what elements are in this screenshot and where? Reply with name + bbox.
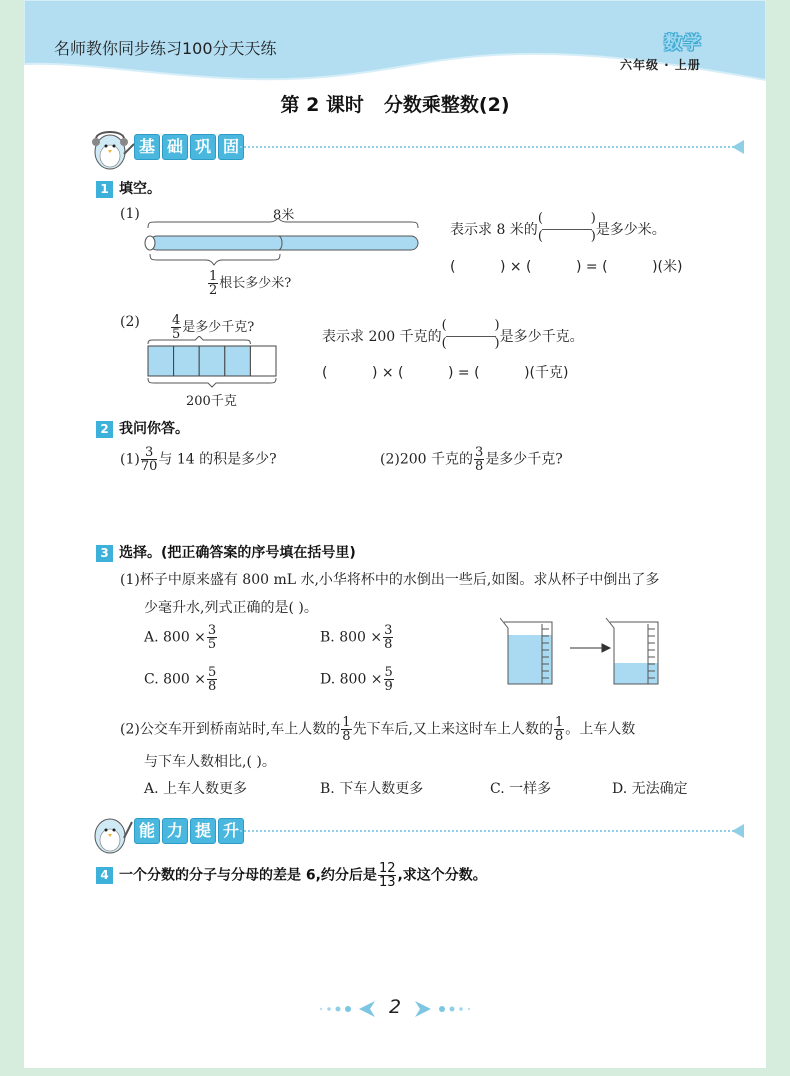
dotted-divider <box>240 830 734 832</box>
pipe-diagram <box>142 218 422 268</box>
q3-part1-option-a[interactable]: A. 800 × $\frac{3}{5}$ <box>144 623 217 652</box>
q1-part1-equation-blanks[interactable]: ( ) × ( ) = ( )(米) <box>450 259 683 275</box>
q1-part2-equation-blanks[interactable]: ( ) × ( ) = ( )(千克) <box>322 365 569 381</box>
lesson-topic: 分数乘整数(2) <box>383 94 510 116</box>
section-char: 固 <box>218 134 244 160</box>
fraction: $\frac{1}{2}$ <box>209 269 218 298</box>
decor-dots-right-icon <box>413 1000 473 1018</box>
page-number: 2 <box>388 996 402 1018</box>
blank-fraction-input[interactable]: ( ) ( ) <box>441 318 500 351</box>
question-heading-text: 我问你答。 <box>119 421 189 437</box>
section-banner-advanced <box>88 808 748 852</box>
bar-total-label: 200千克 <box>186 394 237 409</box>
q3-part2-option-d[interactable]: D. 无法确定 <box>612 781 688 797</box>
water-level <box>508 635 552 684</box>
question-1-heading <box>96 178 161 198</box>
section-title-advanced <box>134 818 244 844</box>
fraction: $\frac{1}{8}$ <box>555 715 564 744</box>
question-2-heading <box>96 418 189 438</box>
fraction: $\frac{5}{9}$ <box>384 665 393 694</box>
fraction: $\frac{4}{5}$ <box>172 313 181 342</box>
question-4: 4 一个分数的分子与分母的差是 6,约分后是 $\frac{12}{13}$ ,求这个分数。 <box>96 862 487 889</box>
q3-part1-option-b[interactable]: B. 800 × $\frac{3}{8}$ <box>320 623 393 652</box>
beaker-after <box>606 618 658 684</box>
bar-segment-filled <box>199 346 225 376</box>
bar-segment-filled <box>148 346 174 376</box>
bar-segment-filled <box>174 346 200 376</box>
fraction: $\frac{12}{13}$ <box>378 861 396 890</box>
q1-part2-label: (2) <box>120 314 140 330</box>
decor-dots-left-icon <box>317 1000 377 1018</box>
section-char: 基 <box>134 134 160 160</box>
q3-part2-line1: (2)公交车开到桥南站时,车上人数的 $\frac{1}{8}$ 先下车后,又上来这时车上人数的 $\frac{1}{8}$ 。上车人数 <box>120 715 636 744</box>
question-number-badge: 3 <box>96 545 113 562</box>
fraction: $\frac{3}{70}$ <box>140 445 158 474</box>
section-char: 巩 <box>190 134 216 160</box>
section-title-basic <box>134 134 244 160</box>
pipe-question: $\frac{1}{2}$ 根长多少米? <box>209 269 292 298</box>
section-banner-basic <box>88 124 748 168</box>
fraction: $\frac{1}{8}$ <box>342 715 351 744</box>
section-char: 提 <box>190 818 216 844</box>
fraction: $\frac{3}{8}$ <box>475 445 484 474</box>
blank-fraction-input[interactable]: ( ) ( ) <box>537 211 596 244</box>
penguin-mascot-icon <box>88 124 136 172</box>
lesson-number: 第 2 课时 <box>280 94 364 116</box>
arrow-right-icon <box>570 644 610 652</box>
bottom-brace <box>148 378 276 387</box>
q3-part2-option-a[interactable]: A. 上车人数更多 <box>144 781 248 797</box>
fraction: $\frac{3}{8}$ <box>384 623 393 652</box>
q3-part1-line1: (1)杯子中原来盛有 800 mL 水,小华将杯中的水倒出一些后,如图。求从杯子中倒出了多 <box>120 572 660 588</box>
bar-question: $\frac{4}{5}$ 是多少千克? <box>172 313 255 342</box>
top-brace <box>148 336 250 344</box>
arrow-left-icon <box>732 140 744 154</box>
page-footer <box>24 996 766 1018</box>
question-heading-text: 选择。(把正确答案的序号填在括号里) <box>119 545 356 561</box>
section-char: 升 <box>218 818 244 844</box>
section-char: 力 <box>162 818 188 844</box>
lesson-title <box>24 90 766 117</box>
penguin-mascot-icon <box>88 808 136 856</box>
question-heading-text: 填空。 <box>119 181 161 197</box>
question-number-badge: 4 <box>96 867 113 884</box>
water-level <box>614 663 658 684</box>
arrow-left-icon <box>732 824 744 838</box>
q3-part2-option-c[interactable]: C. 一样多 <box>490 781 552 797</box>
dotted-divider <box>240 146 734 148</box>
fraction: $\frac{5}{8}$ <box>208 665 217 694</box>
q1-part1-statement: 表示求 8 米的 ( ) ( ) 是多少米。 <box>450 213 666 247</box>
subject-label: 数学 <box>664 33 702 54</box>
q3-part1-line2: 少毫升水,列式正确的是( )。 <box>144 600 318 616</box>
fraction: $\frac{3}{5}$ <box>207 623 217 652</box>
beaker-diagram <box>500 614 670 690</box>
question-number-badge: 2 <box>96 421 113 438</box>
worksheet-page <box>24 0 766 1068</box>
bar-model-diagram <box>144 336 280 392</box>
q3-part1-option-c[interactable]: C. 800 × $\frac{5}{8}$ <box>144 665 217 694</box>
question-3-heading <box>96 542 356 562</box>
q3-part1-option-d[interactable]: D. 800 × $\frac{5}{9}$ <box>320 665 393 694</box>
section-char: 能 <box>134 818 160 844</box>
q2-part1: (1) $\frac{3}{70}$ 与 14 的积是多少? <box>120 445 277 474</box>
grade-label: 六年级 · 上册 <box>620 58 701 72</box>
bar-segment-filled <box>225 346 251 376</box>
series-title: 名师教你同步练习100分天天练 <box>54 39 277 58</box>
bar-segment-empty <box>250 346 276 376</box>
pipe-total-label: 8米 <box>273 208 295 223</box>
q1-part1-label: (1) <box>120 206 140 222</box>
q3-part2-line2: 与下车人数相比,( )。 <box>144 754 276 770</box>
section-char: 础 <box>162 134 188 160</box>
q3-part2-option-b[interactable]: B. 下车人数更多 <box>320 781 424 797</box>
question-number-badge: 1 <box>96 181 113 198</box>
q2-part2: (2)200 千克的 $\frac{3}{8}$ 是多少千克? <box>380 445 563 474</box>
beaker-before <box>500 618 552 684</box>
q1-part2-statement: 表示求 200 千克的 ( ) ( ) 是多少千克。 <box>322 320 584 354</box>
